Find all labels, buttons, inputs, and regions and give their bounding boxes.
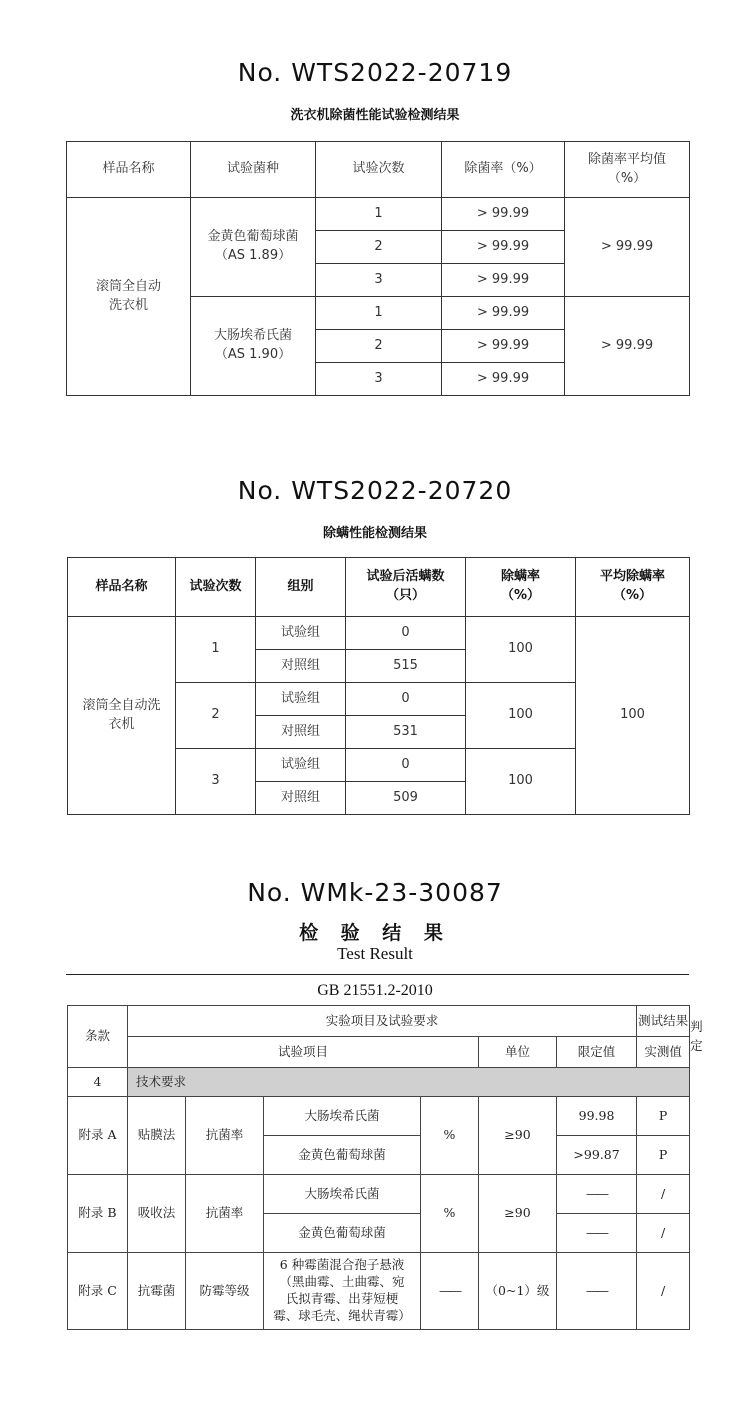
strain-cell: 大肠埃希氏菌 （AS 1.90） [191,297,316,396]
antibacterial-results-table [66,141,690,396]
strain-cell: 金黄色葡萄球菌 （AS 1.89） [191,198,316,297]
appendix-cell: 附录 A [68,1097,128,1175]
trial-number: 2 [316,330,442,363]
mite-count: 531 [346,716,466,749]
header-strain: 试验菌种 [191,142,316,198]
property-cell: 抗菌率 [186,1175,264,1253]
title-rule [66,974,689,975]
trial-number: 2 [316,231,442,264]
standard-code: GB 21551.2-2010 [317,982,433,999]
measured-value: —— [557,1214,637,1253]
limit-cell: ≥90 [479,1097,557,1175]
header-measured: 实测值 [637,1037,690,1068]
header-trial-count: 试验次数 [316,142,442,198]
method-cell: 抗霉菌 [128,1253,186,1330]
removal-rate: 100 [466,617,576,683]
sample-name-cell: 滚筒全自动洗 衣机 [68,617,176,815]
removal-rate: 100 [466,683,576,749]
group-name: 对照组 [256,716,346,749]
appendix-cell: 附录 B [68,1175,128,1253]
header-items-requirements: 实验项目及试验要求 [128,1006,637,1037]
unit-cell: % [421,1097,479,1175]
header-sample-name: 样品名称 [68,558,176,617]
unit-cell: —— [421,1253,479,1330]
section-label: 技术要求 [128,1068,690,1097]
verdict-value: / [637,1214,690,1253]
group-name: 试验组 [256,617,346,650]
average-rate: > 99.99 [565,198,690,297]
strain-cell: 大肠埃希氏菌 [264,1097,421,1136]
trial-number: 2 [176,683,256,749]
mite-count: 515 [346,650,466,683]
removal-rate: > 99.99 [442,297,565,330]
section-number: 4 [68,1068,128,1097]
header-average-rate: 平均除螨率 （%） [576,558,690,617]
unit-cell: % [421,1175,479,1253]
average-rate: 100 [576,617,690,815]
header-group: 组别 [256,558,346,617]
removal-rate: > 99.99 [442,198,565,231]
strain-cell: 大肠埃希氏菌 [264,1175,421,1214]
appendix-cell: 附录 C [68,1253,128,1330]
average-rate: > 99.99 [565,297,690,396]
report-number-2: No. WTS2022-20720 [237,476,513,505]
strain-cell: 金黄色葡萄球菌 [264,1214,421,1253]
mite-count: 0 [346,683,466,716]
header-test-item: 试验项目 [128,1037,479,1068]
method-cell: 贴膜法 [128,1097,186,1175]
header-result: 测试结果 [637,1006,690,1037]
report-number-3: No. WMk-23-30087 [247,878,503,907]
header-limit: 限定值 [557,1037,637,1068]
removal-rate: > 99.99 [442,231,565,264]
report-number-1: No. WTS2022-20719 [237,58,513,87]
property-cell: 抗菌率 [186,1097,264,1175]
report-title-2: 除螨性能检测结果 [322,526,427,541]
report-title-3: 检 验 结 果 [299,922,451,944]
removal-rate: > 99.99 [442,330,565,363]
test-result-table: 条款 实验项目及试验要求 测试结果 判定 试验项目 单位 限定值 实测值 4 技术要求 附录 A 贴膜法 抗菌率 大肠埃希氏菌 % ≥90 99.98 P 金黄色葡萄球菌 >99.87 P 附录 B 吸收法 抗菌率 大肠埃希氏菌 % ≥90 —— / 金黄色葡萄球菌 —— / 附录 C 抗霉菌 防霉等级 6 种霉菌混合孢子悬液 （黑曲霉、土曲霉、宛 氏拟青霉、出芽短梗 霉、球毛壳、绳状青霉） —— （0~1）级 —— / [67,1005,690,1330]
trial-number: 1 [316,297,442,330]
verdict-value: / [637,1253,690,1330]
measured-value: —— [557,1175,637,1214]
mite-count: 0 [346,617,466,650]
measured-value: 99.98 [557,1097,637,1136]
verdict-value: / [637,1175,690,1214]
header-unit: 单位 [479,1037,557,1068]
header-live-mites: 试验后活螨数 （只） [346,558,466,617]
removal-rate: 100 [466,749,576,815]
sample-name-cell: 滚筒全自动 洗衣机 [67,198,191,396]
report-subtitle-3: Test Result [337,944,413,963]
header-clause: 条款 [68,1006,128,1068]
header-removal-rate: 除螨率 （%） [466,558,576,617]
method-cell: 吸收法 [128,1175,186,1253]
strain-cell: 金黄色葡萄球菌 [264,1136,421,1175]
header-average-rate: 除菌率平均值 （%） [565,142,690,198]
group-name: 试验组 [256,749,346,782]
report-title-1: 洗衣机除菌性能试验检测结果 [290,108,460,123]
group-name: 试验组 [256,683,346,716]
verdict-value: P [637,1097,690,1136]
mold-item-cell: 6 种霉菌混合孢子悬液 （黑曲霉、土曲霉、宛 氏拟青霉、出芽短梗 霉、球毛壳、绳状青霉） [264,1253,421,1330]
group-name: 对照组 [256,650,346,683]
trial-number: 1 [176,617,256,683]
trial-number: 3 [176,749,256,815]
header-trial-count: 试验次数 [176,558,256,617]
measured-value: >99.87 [557,1136,637,1175]
removal-rate: > 99.99 [442,264,565,297]
group-name: 对照组 [256,782,346,815]
verdict-value: P [637,1136,690,1175]
header-sample-name: 样品名称 [67,142,191,198]
removal-rate: > 99.99 [442,363,565,396]
mite-count: 0 [346,749,466,782]
trial-number: 3 [316,264,442,297]
measured-value: —— [557,1253,637,1330]
limit-cell: （0~1）级 [479,1253,557,1330]
mite-count: 509 [346,782,466,815]
limit-cell: ≥90 [479,1175,557,1253]
trial-number: 1 [316,198,442,231]
property-cell: 防霉等级 [186,1253,264,1330]
mite-removal-results-table [67,557,690,815]
header-removal-rate: 除菌率（%） [442,142,565,198]
trial-number: 3 [316,363,442,396]
